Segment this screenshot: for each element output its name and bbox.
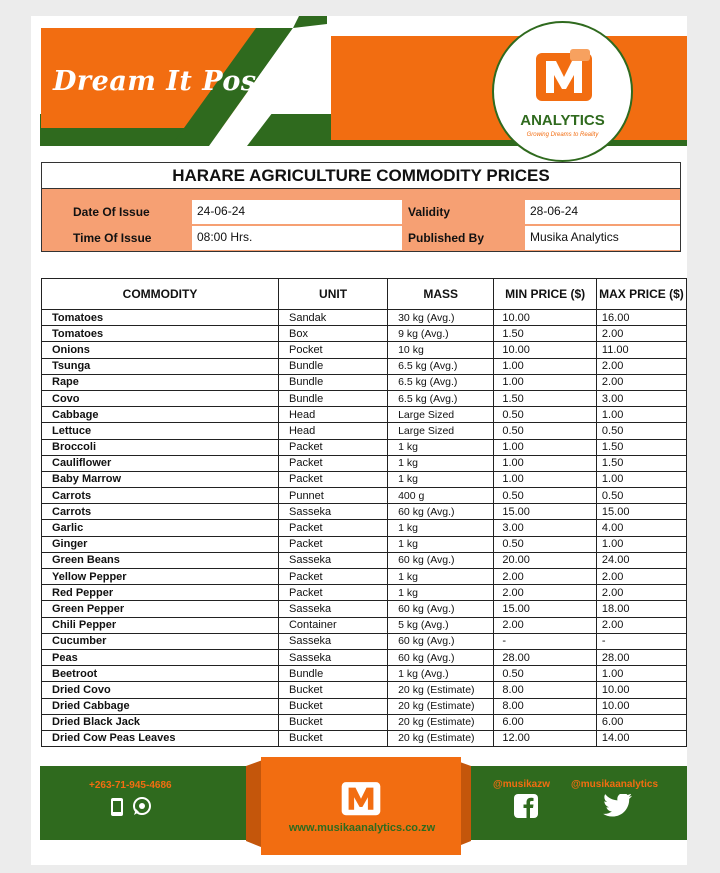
table-row (42, 374, 687, 390)
cell-min-price: 0.50 (494, 536, 597, 552)
cell-max-price: 1.50 (596, 439, 686, 455)
cell-min-price: 3.00 (494, 520, 597, 536)
footer-social-twitter[interactable]: @musikaanalytics (571, 779, 659, 790)
cell-unit: Bucket (278, 730, 387, 746)
cell-min-price: 12.00 (494, 730, 597, 746)
cell-min-price: 2.00 (494, 569, 597, 585)
cell-min-price: 6.00 (494, 714, 597, 730)
cell-mass: 20 kg (Estimate) (388, 698, 494, 714)
table-row (42, 633, 687, 649)
logo-slogan: Growing Dreams to Reality (526, 132, 599, 138)
cell-max-price: 2.00 (596, 358, 686, 374)
cell-mass: 1 kg (388, 455, 494, 471)
cell-min-price: 8.00 (494, 682, 597, 698)
logo-name: ANALYTICS (520, 112, 605, 129)
cell-mass: 1 kg (388, 569, 494, 585)
table-row (42, 358, 687, 374)
cell-commodity: Dried Covo (42, 682, 279, 698)
price-sheet-page (31, 16, 687, 865)
cell-commodity: Cucumber (42, 633, 279, 649)
cell-mass: 1 kg (388, 536, 494, 552)
table-row (42, 666, 687, 682)
cell-unit: Packet (278, 439, 387, 455)
facebook-icon[interactable] (514, 794, 538, 818)
cell-commodity: Dried Cabbage (42, 698, 279, 714)
cell-commodity: Cabbage (42, 407, 279, 423)
cell-max-price: 18.00 (596, 601, 686, 617)
table-row (42, 730, 687, 746)
cell-unit: Box (278, 326, 387, 342)
table-body (42, 310, 687, 747)
cell-min-price: 15.00 (494, 504, 597, 520)
cell-max-price: 1.00 (596, 536, 686, 552)
cell-commodity: Broccoli (42, 439, 279, 455)
cell-min-price: 2.00 (494, 617, 597, 633)
validity-label: Validity (408, 205, 451, 219)
cell-unit: Sandak (278, 310, 387, 326)
cell-mass: 20 kg (Estimate) (388, 682, 494, 698)
cell-min-price: 0.50 (494, 488, 597, 504)
cell-min-price: 2.00 (494, 585, 597, 601)
table-row (42, 601, 687, 617)
cell-mass: Large Sized (388, 407, 494, 423)
cell-max-price: 1.00 (596, 407, 686, 423)
table-row (42, 504, 687, 520)
cell-min-price: 20.00 (494, 552, 597, 568)
cell-unit: Container (278, 617, 387, 633)
col-commodity: COMMODITY (42, 279, 279, 310)
time-label: Time Of Issue (73, 231, 152, 245)
cell-min-price: 1.00 (494, 374, 597, 390)
table-row (42, 649, 687, 665)
cell-max-price: 24.00 (596, 552, 686, 568)
date-value: 24-06-24 (192, 200, 402, 224)
cell-commodity: Ginger (42, 536, 279, 552)
cell-commodity: Dried Cow Peas Leaves (42, 730, 279, 746)
cell-unit: Sasseka (278, 504, 387, 520)
cell-unit: Pocket (278, 342, 387, 358)
cell-mass: 1 kg (388, 585, 494, 601)
cell-mass: 6.5 kg (Avg.) (388, 390, 494, 406)
cell-max-price: 10.00 (596, 698, 686, 714)
validity-value: 28-06-24 (525, 200, 680, 224)
cell-max-price: 2.00 (596, 617, 686, 633)
col-unit: UNIT (278, 279, 387, 310)
cell-min-price: - (494, 633, 597, 649)
cell-unit: Packet (278, 455, 387, 471)
cell-min-price: 0.50 (494, 423, 597, 439)
footer-m-logo-icon (338, 778, 384, 818)
col-min-price: MIN PRICE ($) (494, 279, 597, 310)
cell-min-price: 28.00 (494, 649, 597, 665)
cell-unit: Bundle (278, 374, 387, 390)
cell-mass: 60 kg (Avg.) (388, 504, 494, 520)
cell-min-price: 1.00 (494, 471, 597, 487)
cell-max-price: 15.00 (596, 504, 686, 520)
cell-max-price: - (596, 633, 686, 649)
cell-max-price: 14.00 (596, 730, 686, 746)
cell-commodity: Carrots (42, 488, 279, 504)
table-row (42, 471, 687, 487)
table-row (42, 698, 687, 714)
cell-max-price: 1.50 (596, 455, 686, 471)
cell-unit: Sasseka (278, 552, 387, 568)
footer-website[interactable]: www.musikaanalytics.co.zw (288, 822, 436, 834)
cell-unit: Packet (278, 569, 387, 585)
cell-unit: Head (278, 423, 387, 439)
cell-min-price: 1.50 (494, 326, 597, 342)
cell-commodity: Chili Pepper (42, 617, 279, 633)
table-row (42, 326, 687, 342)
table-row (42, 342, 687, 358)
cell-max-price: 6.00 (596, 714, 686, 730)
cell-commodity: Tsunga (42, 358, 279, 374)
cell-max-price: 0.50 (596, 488, 686, 504)
cell-unit: Packet (278, 471, 387, 487)
table-row (42, 520, 687, 536)
cell-max-price: 16.00 (596, 310, 686, 326)
cell-min-price: 15.00 (494, 601, 597, 617)
cell-mass: Large Sized (388, 423, 494, 439)
cell-mass: 6.5 kg (Avg.) (388, 374, 494, 390)
cell-unit: Sasseka (278, 649, 387, 665)
published-label: Published By (408, 231, 485, 245)
cell-commodity: Lettuce (42, 423, 279, 439)
cell-max-price: 4.00 (596, 520, 686, 536)
cell-max-price: 11.00 (596, 342, 686, 358)
cell-mass: 1 kg (388, 471, 494, 487)
cell-commodity: Green Beans (42, 552, 279, 568)
cell-min-price: 0.50 (494, 666, 597, 682)
cell-min-price: 8.00 (494, 698, 597, 714)
cell-unit: Bucket (278, 682, 387, 698)
cell-commodity: Onions (42, 342, 279, 358)
cell-mass: 10 kg (388, 342, 494, 358)
price-table (41, 278, 687, 747)
table-row (42, 455, 687, 471)
cell-mass: 20 kg (Estimate) (388, 730, 494, 746)
phone-icon (106, 796, 128, 818)
cell-mass: 60 kg (Avg.) (388, 601, 494, 617)
cell-max-price: 28.00 (596, 649, 686, 665)
table-row (42, 390, 687, 406)
cell-min-price: 0.50 (494, 407, 597, 423)
table-row (42, 552, 687, 568)
cell-max-price: 1.00 (596, 471, 686, 487)
table-row (42, 617, 687, 633)
cell-max-price: 10.00 (596, 682, 686, 698)
cell-mass: 60 kg (Avg.) (388, 649, 494, 665)
table-row (42, 310, 687, 326)
cell-commodity: Red Pepper (42, 585, 279, 601)
cell-min-price: 1.00 (494, 439, 597, 455)
cell-mass: 6.5 kg (Avg.) (388, 358, 494, 374)
cell-max-price: 2.00 (596, 326, 686, 342)
cell-mass: 60 kg (Avg.) (388, 633, 494, 649)
tagline: Dream It Possible (53, 66, 331, 97)
table-row (42, 439, 687, 455)
info-box (41, 162, 681, 252)
col-max-price: MAX PRICE ($) (596, 279, 686, 310)
cell-mass: 1 kg (388, 439, 494, 455)
table-row (42, 407, 687, 423)
cell-commodity: Green Pepper (42, 601, 279, 617)
whatsapp-icon (131, 795, 153, 817)
cell-min-price: 1.00 (494, 455, 597, 471)
cell-max-price: 0.50 (596, 423, 686, 439)
published-value: Musika Analytics (525, 226, 680, 250)
table-row (42, 682, 687, 698)
musika-logo (492, 21, 633, 162)
page-title: HARARE AGRICULTURE COMMODITY PRICES (42, 163, 680, 189)
cell-unit: Sasseka (278, 601, 387, 617)
col-mass: MASS (388, 279, 494, 310)
cell-mass: 1 kg (388, 520, 494, 536)
cell-mass: 30 kg (Avg.) (388, 310, 494, 326)
cell-commodity: Covo (42, 390, 279, 406)
cell-commodity: Peas (42, 649, 279, 665)
time-value: 08:00 Hrs. (192, 226, 402, 250)
cell-mass: 5 kg (Avg.) (388, 617, 494, 633)
cell-commodity: Tomatoes (42, 310, 279, 326)
cell-mass: 60 kg (Avg.) (388, 552, 494, 568)
cell-commodity: Carrots (42, 504, 279, 520)
cell-max-price: 2.00 (596, 569, 686, 585)
cell-unit: Punnet (278, 488, 387, 504)
cell-unit: Head (278, 407, 387, 423)
cell-max-price: 2.00 (596, 585, 686, 601)
cell-mass: 1 kg (Avg.) (388, 666, 494, 682)
cell-commodity: Baby Marrow (42, 471, 279, 487)
cell-unit: Bucket (278, 714, 387, 730)
cell-unit: Packet (278, 536, 387, 552)
table-row (42, 488, 687, 504)
table-row (42, 536, 687, 552)
cell-commodity: Tomatoes (42, 326, 279, 342)
twitter-icon[interactable] (603, 794, 633, 818)
cell-unit: Packet (278, 520, 387, 536)
cell-commodity: Yellow Pepper (42, 569, 279, 585)
cell-mass: 400 g (388, 488, 494, 504)
cell-unit: Bundle (278, 358, 387, 374)
table-row (42, 423, 687, 439)
table-row (42, 714, 687, 730)
cell-unit: Sasseka (278, 633, 387, 649)
cell-unit: Packet (278, 585, 387, 601)
cell-min-price: 1.00 (494, 358, 597, 374)
cell-mass: 20 kg (Estimate) (388, 714, 494, 730)
cell-unit: Bucket (278, 698, 387, 714)
cell-commodity: Garlic (42, 520, 279, 536)
cell-min-price: 10.00 (494, 310, 597, 326)
cell-commodity: Beetroot (42, 666, 279, 682)
cell-max-price: 1.00 (596, 666, 686, 682)
m-logo-icon (534, 47, 594, 105)
table-header-row (42, 279, 687, 310)
cell-commodity: Rape (42, 374, 279, 390)
footer-social-facebook[interactable]: @musikazw (493, 779, 550, 790)
cell-unit: Bundle (278, 390, 387, 406)
cell-commodity: Dried Black Jack (42, 714, 279, 730)
table-row (42, 569, 687, 585)
table-row (42, 585, 687, 601)
cell-unit: Bundle (278, 666, 387, 682)
cell-max-price: 2.00 (596, 374, 686, 390)
cell-commodity: Cauliflower (42, 455, 279, 471)
footer-phone: +263-71-945-4686 (89, 780, 172, 791)
cell-min-price: 1.50 (494, 390, 597, 406)
cell-min-price: 10.00 (494, 342, 597, 358)
cell-max-price: 3.00 (596, 390, 686, 406)
date-label: Date Of Issue (73, 205, 150, 219)
cell-mass: 9 kg (Avg.) (388, 326, 494, 342)
